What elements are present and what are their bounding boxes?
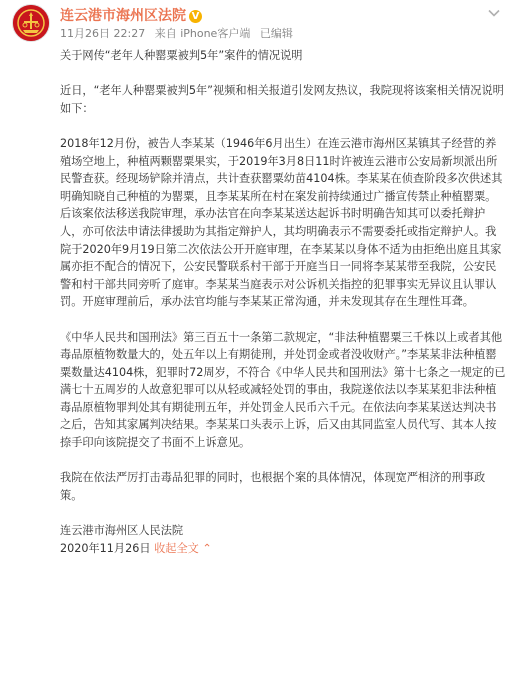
collapse-link[interactable] [154, 542, 212, 555]
post-meta [60, 25, 299, 41]
signature-line [60, 540, 506, 558]
post-title: 关于网传“老年人种罂粟被判5年”案件的情况说明 [60, 49, 303, 62]
avatar[interactable] [12, 4, 50, 42]
signature-date: 2020年11月26日 [60, 541, 151, 555]
paragraph-facts: 2018年12月份，被告人李某某（1946年6月出生）在连云港市海州区某镇其子经营的养殖场空地上，种植两颗罂粟果实，于2019年3月8日11时许被连云港市公安局新坝派出所民警查获。经现场铲除并清点，共计查获罂粟幼苗4104株。李某某在侦查阶段多次供述其明确知晓自己种植的为罂粟，且李某某所在村在案发前持续通过广播宣传禁止种植罂粟。后该案依法移送我院审理，承办法官在向李某某送达起诉书时明确告知其可以委托辩护人，亦可依法申请法律援助为其指定辩护人，其均明确表示不需要委托或指定辩护人。我院于2020年9月19日第二次依法公开开庭审理，在李某某以身体不适为由拒绝出庭且其家属亦拒不配合的情况下，公安民警联系村干部于开庭当日一同将李某某带至我院，公安民警和村干部共同旁听了庭审。李某某当庭表示对公诉机关指控的犯罪事实无异议且认罪认罚。开庭审理前后，承办法官均能与李某某正常沟通，并未发现其存在生理性耳聋。 [60, 136, 503, 309]
post-content [60, 47, 506, 557]
chevron-down-icon[interactable] [485, 6, 503, 24]
post-source: 来自 iPhone客户端 [154, 27, 251, 40]
verified-badge-icon: V [189, 10, 202, 23]
paragraph-law: 《中华人民共和国刑法》第三百五十一条第二款规定，“非法种植罂粟三千株以上或者其他毒品原植物数量大的，处五年以上有期徒刑，并处罚金或者没收财产。”李某某非法种植罂粟数量达4104株，犯罪时72周岁，不符合《中华人民共和国刑法》第十七条之一规定的已满七十五周岁的人故意犯罪可以从轻或减轻处罚的事由，我院遂依法以李某某犯非法种植毒品原植物罪判处其有期徒刑五年，并处罚金人民币六千元。在依法向李某某送达判决书之后，告知其家属判决结果。李某某口头表示上诉，后又由其同监室人员代写、其本人按捺手印向该院提交了书面不上诉意见。 [60, 330, 506, 450]
post-edited-label[interactable]: 已编辑 [259, 27, 293, 40]
author-name[interactable] [60, 5, 202, 25]
signature-org: 连云港市海州区人民法院 [60, 524, 184, 538]
post-header [0, 0, 517, 46]
paragraph-policy: 我院在依法严厉打击毒品犯罪的同时，也根据个案的具体情况，体现宽严相济的刑事政策。 [60, 471, 486, 502]
collapse-label[interactable]: 收起全文 [154, 541, 199, 555]
collapse-arrow-icon[interactable]: ⌃ [202, 541, 212, 555]
post-timestamp[interactable]: 11月26日 22:27 [60, 27, 146, 40]
paragraph-intro: 近日，“老年人种罂粟被判5年”视频和相关报道引发网友热议，我院现将该案相关情况说明如下： [60, 84, 504, 115]
author-label[interactable]: 连云港市海州区法院 [60, 8, 186, 24]
court-emblem-icon [13, 5, 49, 41]
